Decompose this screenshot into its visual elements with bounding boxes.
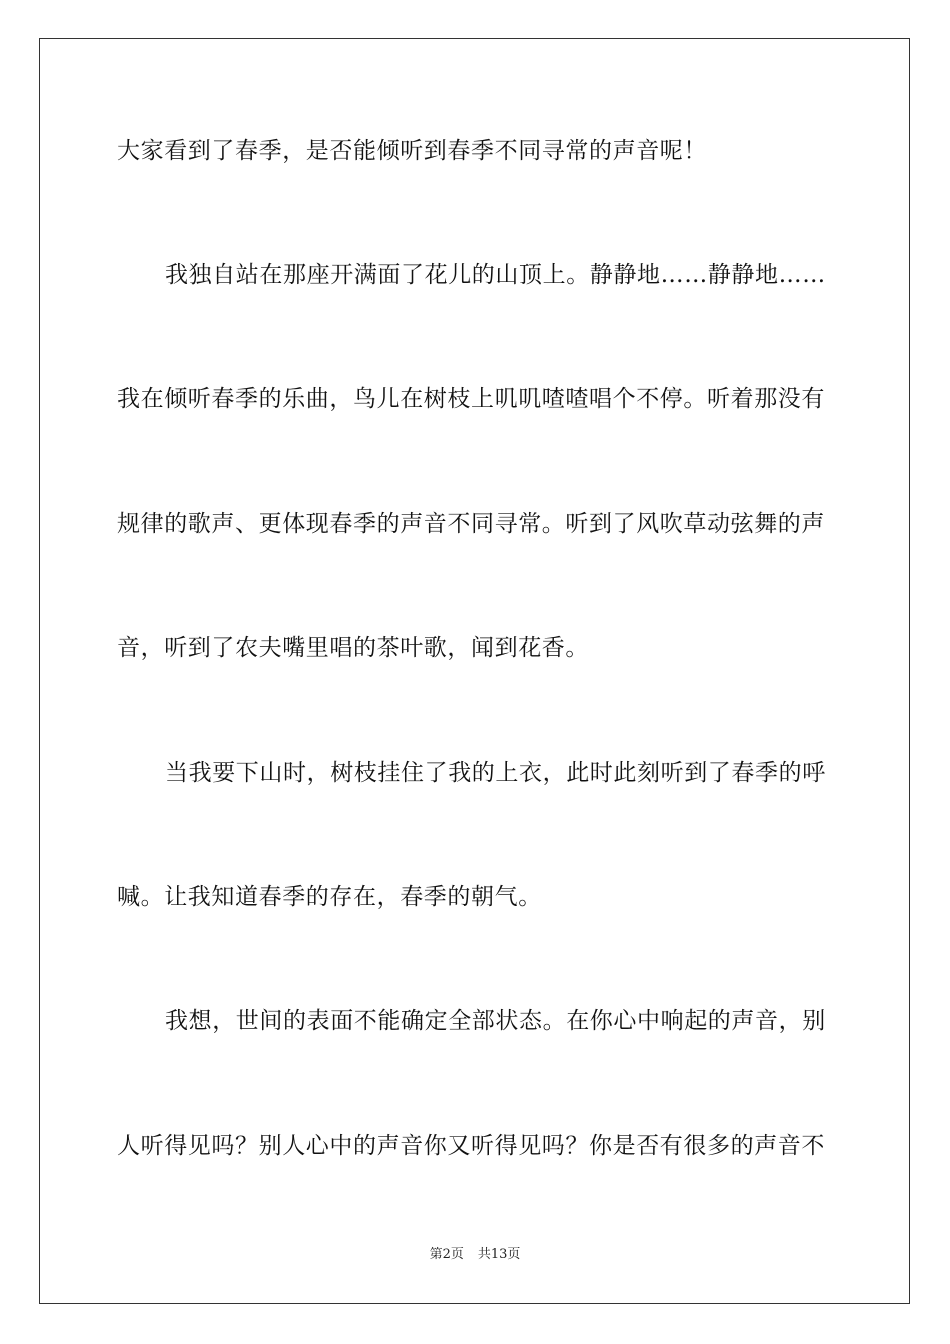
text-line: 当我要下山时，树枝挂住了我的上衣，此时此刻听到了春季的呼 [165,760,826,786]
text-line: 规律的歌声、更体现春季的声音不同寻常。听到了风吹草动弦舞的声 [117,511,825,537]
text-line: 我想，世间的表面不能确定全部状态。在你心中响起的声音，别 [165,1008,826,1034]
page-total: 共13页 [477,1247,521,1262]
text-line: 人听得见吗？别人心中的声音你又听得见吗？你是否有很多的声音不 [117,1133,825,1159]
text-line: 我独自站在那座开满面了花儿的山顶上。静静地……静静地…… [165,262,826,288]
text-line: 音，听到了农夫嘴里唱的茶叶歌，闻到花香。 [117,635,589,661]
page-footer [0,1246,950,1264]
page-frame [39,38,910,1304]
text-line: 喊。让我知道春季的存在，春季的朝气。 [117,884,542,910]
text-line: 大家看到了春季，是否能倾听到春季不同寻常的声音呢！ [117,138,707,164]
text-line: 我在倾听春季的乐曲，鸟儿在树枝上叽叽喳喳唱个不停。听着那没有 [117,386,825,412]
page-number: 第2页 [429,1247,464,1262]
